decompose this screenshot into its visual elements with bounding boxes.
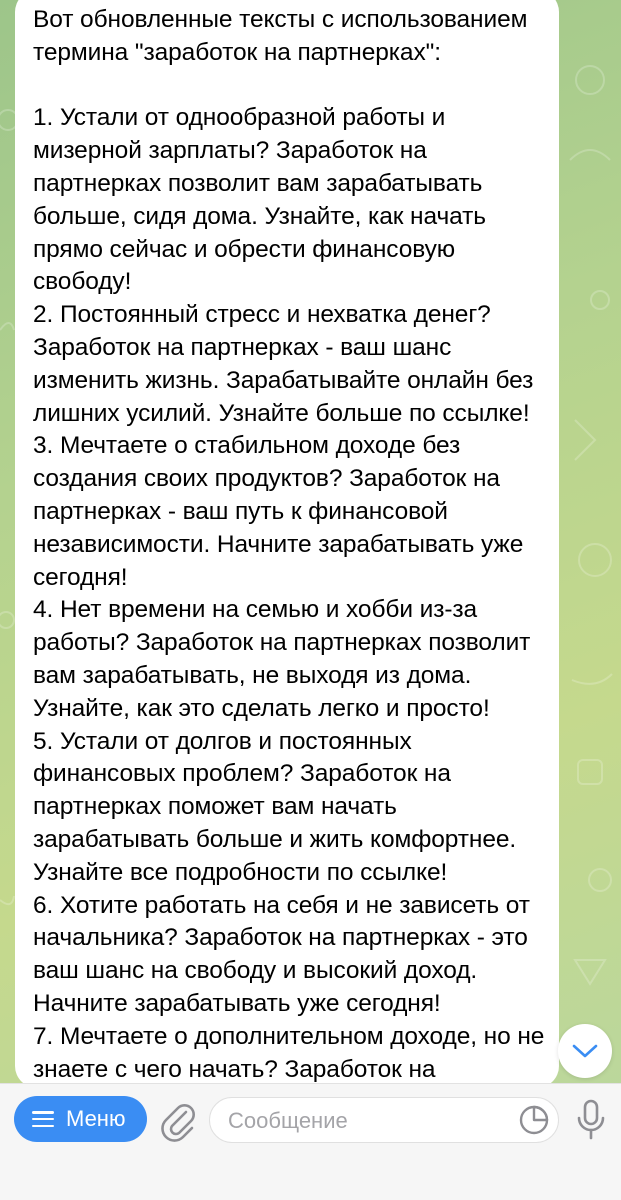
message-text: Вот обновленные тексты с использованием термина "заработок на партнерках": 1. Устали от однообразной работы и мизерной зарплаты? Заработок на партнерках позволит вам зарабатывать больше, сидя дома. Узнайте, как начать прямо сейчас и обрести финансовую свободу! 2. Постоянный стресс и нехватка денег? Заработок на партнерках - ваш шанс изменить жизнь. Зарабатывайте онлайн без лишних усилий. Узнайте больше по ссылке! 3. Мечтаете о стабильном доходе без создания своих продуктов? Заработок на партнерках - ваш путь к финансовой независимости. Начните зарабатывать уже сегодня! 4. Нет времени на семью и хобби из-за работы? Заработок на партнерках позволит вам зарабатывать, не выходя из дома. Узнайте, как это сделать легко и просто! 5. Устали от долгов и постоянных финансовых проблем? Заработок на партнерках поможет вам начать зарабатывать больше и жить комфортнее. Узнайте все подробности по ссылке! 6. Хотите работать на себя и не зависеть от начальника? Заработок на партнерках - это ваш шанс на свободу и высокий доход. Начните зарабатывать уже сегодня! 7. Мечтаете о дополнительном доходе, но не знаете с чего начать? Заработок на [33,6,545,1083]
message-bubble[interactable] [15,0,559,1088]
paperclip-icon[interactable] [158,1098,198,1142]
message-input-placeholder: Сообщение [228,1108,348,1133]
menu-lines-icon [32,1111,54,1127]
menu-button[interactable] [14,1096,147,1142]
scroll-down-button[interactable] [558,1024,612,1078]
composer-bar [0,1083,621,1200]
chevron-down-icon [572,1043,598,1059]
microphone-icon[interactable] [574,1098,608,1142]
sticker-icon[interactable] [518,1104,550,1136]
menu-button-label: Меню [66,1106,126,1131]
message-input[interactable] [209,1097,559,1143]
